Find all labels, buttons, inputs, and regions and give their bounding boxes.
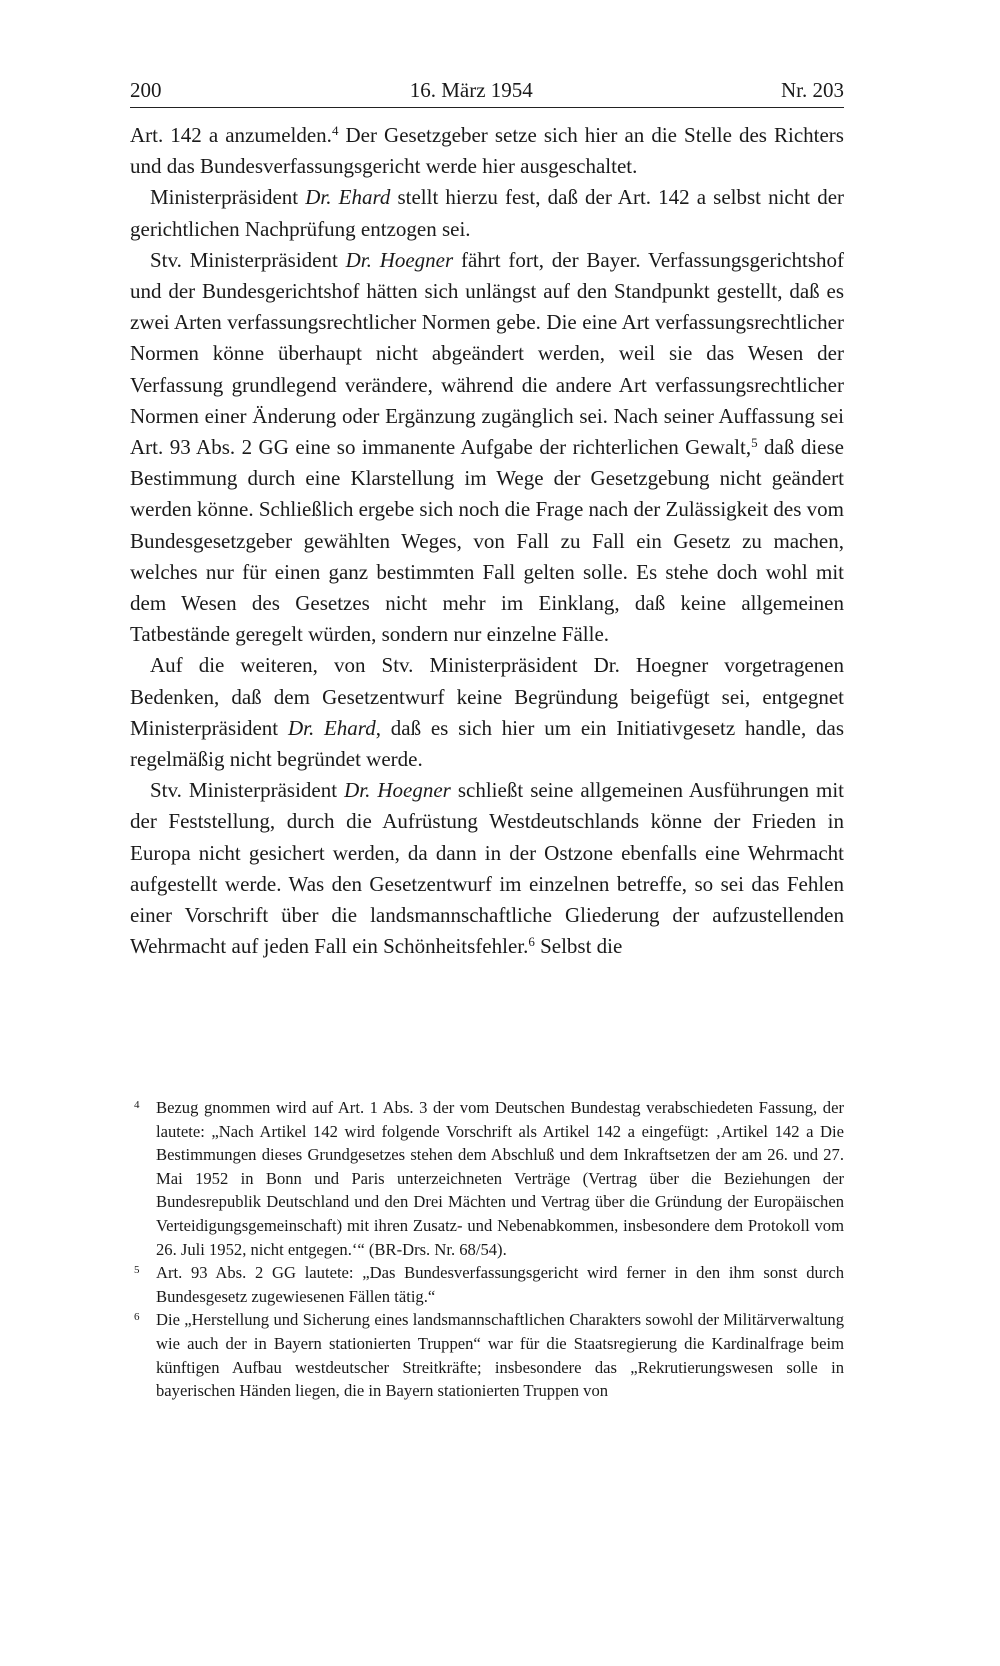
footnote: [130, 1261, 844, 1308]
footnote-number: 6: [134, 1311, 140, 1324]
paragraph: Auf die weiteren, von Stv. Ministerpräsident Dr. Hoegner vorgetragenen Bedenken, daß dem Gesetzentwurf keine Begründung beigefügt sei, entgegnet Ministerpräsident Dr. Ehard, daß es sich hier um ein Initiativgesetz handle, das regelmäßig nicht begründet werde.: [130, 653, 845, 772]
footnote-ref[interactable]: 6: [528, 934, 535, 950]
speaker-name: Dr. Hoegner: [345, 247, 454, 272]
footnote-number: 5: [134, 1264, 140, 1277]
paragraph: Ministerpräsident Dr. Ehard stellt hierzu fest, daß der Art. 142 a selbst nicht der gerichtlichen Nachprüfung entzogen sei.: [130, 185, 845, 241]
paragraph: Stv. Ministerpräsident Dr. Hoegner fährt fort, der Bayer. Verfassungsgerichtshof und der Bundesgerichtshof hätten sich unlängst auf den Standpunkt gestellt, daß es zwei Arten verfassungsrechtlicher Normen gebe. Die eine Art verfassungsrechtlicher Normen könne überhaupt nicht abgeändert werden, weil sie das Wesen der Verfassung grundlegend verändere, während die andere Art verfassungsrechtlicher Normen einer Änderung oder Ergänzung zugänglich sei. Nach seiner Auffassung sei Art. 93 Abs. 2 GG eine so immanente Aufgabe der richterlichen Gewalt,$^5$ daß diese Bestimmung durch eine Klarstellung im Wege der Gesetzgebung nicht geändert werden könne. Schließlich ergebe sich noch die Frage nach der Zulässigkeit des vom Bundesgesetzgeber gewählten Weges, von Fall zu Fall ein Gesetz zu machen, welches nur für einen ganz bestimmten Fall gelten solle. Es stehe doch wohl mit dem Wesen des Gesetzes nicht mehr im Einklang, daß keine allgemeinen Tatbestände geregelt würden, sondern nur einzelne Fälle.: [130, 247, 844, 647]
header-date: 16. März 1954: [409, 78, 533, 102]
speaker-name: Dr. Ehard: [305, 185, 391, 210]
speaker-name: Dr. Hoegner: [344, 778, 451, 803]
footnote-ref[interactable]: 5: [751, 435, 758, 451]
footnote: [130, 1096, 844, 1261]
footnotes: [130, 1096, 844, 1403]
page: [130, 78, 844, 962]
running-header: [130, 78, 844, 108]
footnote-ref[interactable]: 4: [331, 123, 339, 138]
footnote-number: 4: [134, 1099, 140, 1111]
page-number: 200: [130, 78, 162, 102]
footnote: [130, 1308, 844, 1402]
speaker-name: Dr. Ehard: [287, 715, 376, 740]
body-text: [130, 120, 844, 962]
document-number: Nr. 203: [781, 78, 844, 102]
paragraph: Stv. Ministerpräsident Dr. Hoegner schließt seine allgemeinen Ausführungen mit der Feststellung, durch die Aufrüstung Westdeutschlands könne der Frieden in Europa nicht gesichert werden, da dann in der Ostzone ebenfalls eine Wehrmacht aufgestellt werde. Was den Gesetzentwurf im einzelnen betreffe, so sei das Fehlen einer Vorschrift über die landsmannschaftliche Gliederung der aufzustellenden Wehrmacht auf jeden Fall ein Schönheitsfehler.$^6$ Selbst die: [130, 778, 844, 959]
footnote-text: Bezug gnommen wird auf Art. 1 Abs. 3 der vom Deutschen Bundestag verabschiedeten Fassung, der lautete: „Nach Artikel 142 wird folgende Vorschrift als Artikel 142 a eingefügt: ‚Artikel 142 a Die Bestimmungen dieses Grundgesetzes stehen dem Abschluß und dem Inkraftsetzen der am 26. und 27. Mai 1952 in Bonn und Paris unterzeichneten Verträge (Vertrag über die Beziehungen der Bundesrepublik Deutschland und den Drei Mächten und Vertrag über die Gründung der Europäischen Verteidigungsgemeinschaft) mit ihren Zusatz- und Nebenabkommen, insbesondere dem Protokoll vom 26. Juli 1952, nicht entgegen.‘“ (BR-Drs. Nr. 68/54).: [156, 1098, 844, 1259]
paragraph: Art. 142 a anzumelden.$^4$ Der Gesetzgeber setze sich hier an die Stelle des Richters und das Bundesverfassungsgericht werde hier ausgeschaltet.: [130, 123, 844, 179]
footnote-text: Die „Herstellung und Sicherung eines landsmannschaftlichen Charakters sowohl der Militärverwaltung wie auch der in Bayern stationierten Truppen“ war für die Staatsregierung die Kardinalfrage beim künftigen Aufbau westdeutscher Streitkräfte; insbesondere das „Rekrutierungswesen solle in bayerischen Händen liegen, die in Bayern stationierten Truppen von: [156, 1310, 844, 1401]
footnote-text: Art. 93 Abs. 2 GG lautete: „Das Bundesverfassungsgericht wird ferner in den ihm sonst durch Bundesgesetz zugewiesenen Fällen tätig.“: [156, 1263, 844, 1306]
